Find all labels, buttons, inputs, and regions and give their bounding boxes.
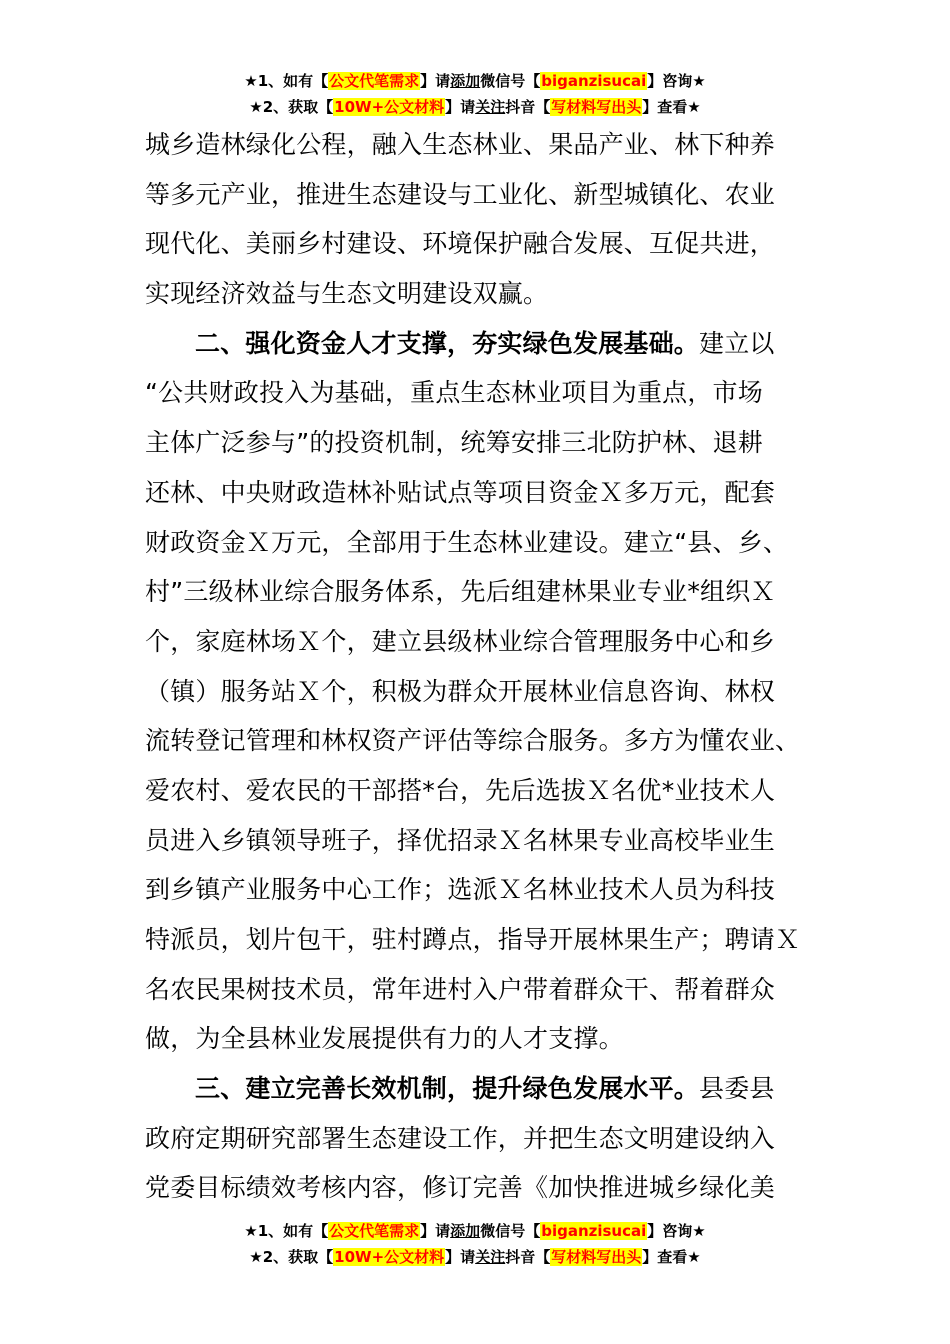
highlight-douyin-id: 写材料写出头: [551, 98, 642, 116]
banner-text: 关注: [475, 1248, 506, 1266]
highlight-douyin-id: 写材料写出头: [551, 1248, 642, 1266]
star-icon: ★: [687, 1248, 701, 1266]
highlight-wechat-id: biganzisucai: [541, 72, 647, 90]
body-line: 员进入乡镇领导班子，择优招录Ｘ名林果专业高校毕业生: [145, 825, 776, 855]
banner-text: 添加: [450, 72, 481, 90]
banner-text: 抖音【: [505, 1248, 551, 1266]
section-3-first-line: [145, 1064, 815, 1114]
body-line: 党委目标绩效考核内容，修订完善《加快推进城乡绿化美: [145, 1173, 776, 1203]
star-icon: ★: [692, 72, 706, 90]
highlight-materials: 10W+公文材料: [334, 98, 445, 116]
banner-line-1: [0, 1218, 950, 1244]
body-line: 财政资金Ｘ万元，全部用于生态林业建设。建立“县、乡、: [145, 527, 789, 557]
body-line: 还林、中央财政造林补贴试点等项目资金Ｘ多万元，配套: [145, 477, 776, 507]
body-line: （镇）服务站Ｘ个，积极为群众开展林业信息咨询、林权: [145, 676, 776, 706]
banner-text: 1、如有【: [257, 72, 329, 90]
body-line: 主体广泛参与”的投资机制，统筹安排三北防护林、退耕: [145, 428, 763, 458]
banner-text: 】请: [420, 72, 451, 90]
banner-text: 】查看: [642, 1248, 688, 1266]
body-text: 县委县: [699, 1074, 775, 1104]
body-line: 现代化、美丽乡村建设、环境保护融合发展、互促共进，: [145, 229, 776, 259]
star-icon: ★: [249, 98, 263, 116]
banner-text: 】请: [420, 1222, 451, 1240]
section-2-heading: 二、强化资金人才支撑，夯实绿色发展基础。: [195, 328, 700, 358]
body-line: 流转登记管理和林权资产评估等综合服务。多方为懂农业、: [145, 726, 801, 756]
banner-text: 】请: [445, 98, 476, 116]
banner-text: 添加: [450, 1222, 481, 1240]
banner-text: 微信号【: [480, 72, 541, 90]
star-icon: ★: [692, 1222, 706, 1240]
banner-text: 微信号【: [480, 1222, 541, 1240]
star-icon: ★: [244, 1222, 258, 1240]
section-3-heading: 三、建立完善长效机制，提升绿色发展水平。: [195, 1074, 700, 1104]
banner-text: 抖音【: [505, 98, 551, 116]
star-icon: ★: [249, 1248, 263, 1266]
body-line: 爱农村、爱农民的干部搭*台，先后选拔Ｘ名优*业技术人: [145, 775, 776, 805]
banner-text: 2、获取【: [262, 98, 334, 116]
highlight-service: 公文代笔需求: [329, 72, 420, 90]
banner-text: 】查看: [642, 98, 688, 116]
banner-text: 】咨询: [647, 1222, 693, 1240]
star-icon: ★: [687, 98, 701, 116]
highlight-materials: 10W+公文材料: [334, 1248, 445, 1266]
body-line: 名农民果树技术员，常年进村入户带着群众干、帮着群众: [145, 974, 776, 1004]
body-line: 政府定期研究部署生态建设工作，并把生态文明建设纳入: [145, 1123, 776, 1153]
section-2-first-line: [145, 319, 815, 369]
body-line: 实现经济效益与生态文明建设双赢。: [145, 279, 549, 309]
body-line: “公共财政投入为基础，重点生态林业项目为重点，市场: [145, 378, 763, 408]
body-line: 特派员，划片包干，驻村蹲点，指导开展林果生产；聘请Ｘ: [145, 925, 801, 954]
header-banner: [0, 68, 950, 120]
banner-line-1: [0, 68, 950, 94]
body-text: 建立以: [699, 328, 775, 358]
banner-line-2: [0, 94, 950, 120]
highlight-wechat-id: biganzisucai: [541, 1222, 647, 1240]
banner-text: 1、如有【: [257, 1222, 329, 1240]
body-line: 等多元产业，推进生态建设与工业化、新型城镇化、农业: [145, 179, 776, 209]
banner-text: 】咨询: [647, 72, 693, 90]
body-line: 个，家庭林场Ｘ个，建立县级林业综合管理服务中心和乡: [145, 626, 776, 656]
banner-text: 】请: [445, 1248, 476, 1266]
body-line: 城乡造林绿化公程，融入生态林业、果品产业、林下种养: [145, 130, 776, 159]
banner-text: 关注: [475, 98, 506, 116]
highlight-service: 公文代笔需求: [329, 1222, 420, 1240]
body-line: 到乡镇产业服务中心工作；选派Ｘ名林业技术人员为科技: [145, 875, 776, 905]
banner-text: 2、获取【: [262, 1248, 334, 1266]
star-icon: ★: [244, 72, 258, 90]
body-line: 村”三级林业综合服务体系，先后组建林果业专业*组织Ｘ: [145, 577, 776, 607]
footer-banner: [0, 1218, 950, 1270]
banner-line-2: [0, 1244, 950, 1270]
body-line: 做，为全县林业发展提供有力的人才支撑。: [145, 1024, 624, 1054]
document-body: [145, 120, 815, 1213]
